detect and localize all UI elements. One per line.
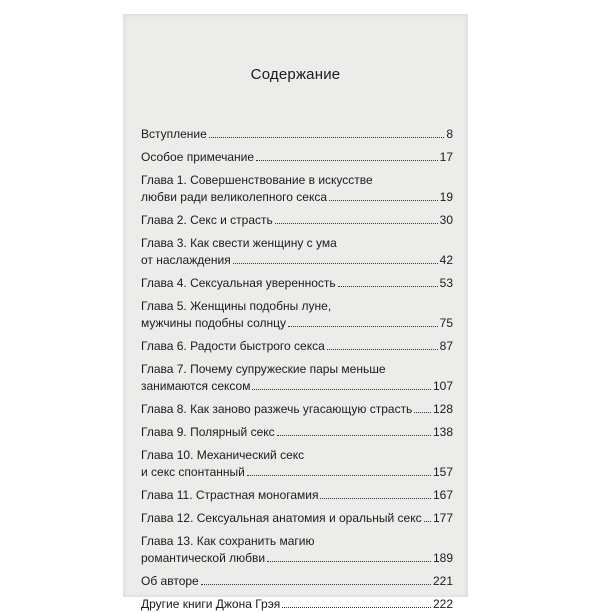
toc-page-number: 19 xyxy=(439,190,453,204)
toc-page-number: 221 xyxy=(432,574,453,588)
toc-page-number: 177 xyxy=(432,511,453,525)
toc-entry-row xyxy=(141,252,453,269)
dot-leader xyxy=(233,263,438,264)
toc-entry-title-line: Глава 9. Полярный секс xyxy=(141,425,275,439)
toc-page-number: 128 xyxy=(432,402,453,416)
toc-page-number: 53 xyxy=(439,276,453,290)
toc-entry-title-line: Глава 3. Как свести женщину с ума xyxy=(141,236,337,250)
dot-leader xyxy=(288,326,438,327)
dot-leader xyxy=(247,475,431,476)
toc-entry-title-line: Особое примечание xyxy=(141,150,255,164)
toc-entry-row xyxy=(141,573,453,590)
toc-entry xyxy=(141,298,453,332)
dot-leader xyxy=(256,160,438,161)
dot-leader xyxy=(267,561,431,562)
dot-leader xyxy=(252,389,430,390)
dot-leader xyxy=(209,137,445,138)
toc-entry xyxy=(141,487,453,504)
toc-entry-title-line: Глава 11. Страстная моногамия xyxy=(141,488,319,502)
toc-entry xyxy=(141,212,453,229)
toc-entry-row xyxy=(141,378,453,395)
dot-leader xyxy=(201,584,431,585)
dot-leader xyxy=(338,286,438,287)
toc-entry-title-line: Глава 8. Как заново разжечь угасающую страсть xyxy=(141,402,413,416)
toc-entry-title-line: Глава 13. Как сохранить магию xyxy=(141,534,315,548)
toc-entry-title-line: Глава 2. Секс и страсть xyxy=(141,213,273,227)
toc-page-number: 8 xyxy=(446,127,453,141)
toc-entry-title-line: Глава 5. Женщины подобны луне, xyxy=(141,299,332,313)
dot-leader xyxy=(275,223,438,224)
toc-entry xyxy=(141,149,453,166)
toc-entry-row xyxy=(141,275,453,292)
toc-entry-title-line: Вступление xyxy=(141,127,207,141)
toc-entry xyxy=(141,596,453,613)
toc-page-number: 167 xyxy=(432,488,453,502)
toc-entry-title-line: мужчины подобны солнцу xyxy=(141,316,287,330)
toc-entry-row xyxy=(141,212,453,229)
toc-entry-title-line: Другие книги Джона Грэя xyxy=(141,597,281,611)
toc-page-number: 189 xyxy=(432,551,453,565)
toc-entry-title-line: занимаются сексом xyxy=(141,379,251,393)
toc-entry xyxy=(141,510,453,527)
toc-title: Содержание xyxy=(250,66,341,83)
toc-entry-row xyxy=(141,315,453,332)
toc-entry-title-line: любви ради великолепного секса xyxy=(141,190,328,204)
toc-entry xyxy=(141,275,453,292)
dot-leader xyxy=(327,349,438,350)
book-page xyxy=(123,14,468,611)
toc-page-number: 17 xyxy=(439,150,453,164)
toc-entry-row xyxy=(141,464,453,481)
toc-entry-row xyxy=(141,510,453,527)
toc-page-number: 30 xyxy=(439,213,453,227)
toc-page-number: 42 xyxy=(439,253,453,267)
toc-entry-row xyxy=(141,550,453,567)
toc-entry-title-line: и секс спонтанный xyxy=(141,465,245,479)
toc-entry-title-line: от наслаждения xyxy=(141,253,231,267)
toc-entry xyxy=(141,573,453,590)
toc-entry xyxy=(141,172,453,206)
toc-entry-title-line: Глава 7. Почему супружеские пары меньше xyxy=(141,362,386,376)
toc-entry-row xyxy=(141,126,453,143)
toc-entry-title-line: Глава 12. Сексуальная анатомия и оральный секс xyxy=(141,511,422,525)
toc-page-number: 222 xyxy=(432,597,453,611)
toc-entry-row xyxy=(141,401,453,418)
toc-entry-row xyxy=(141,424,453,441)
toc-entry xyxy=(141,424,453,441)
toc-page-number: 75 xyxy=(439,316,453,330)
toc-entry-title-line: Глава 1. Совершенствование в искусстве xyxy=(141,173,373,187)
dot-leader xyxy=(424,521,431,522)
toc-page-number: 138 xyxy=(432,425,453,439)
toc-entry xyxy=(141,533,453,567)
toc-page-number: 107 xyxy=(432,379,453,393)
dot-leader xyxy=(414,412,431,413)
toc-entry-row xyxy=(141,338,453,355)
toc-entry-title-line: Глава 6. Радости быстрого секса xyxy=(141,339,325,353)
toc-list xyxy=(141,126,453,613)
toc-entry xyxy=(141,401,453,418)
toc-entry-row xyxy=(141,149,453,166)
toc-entry-row xyxy=(141,189,453,206)
dot-leader xyxy=(282,607,431,608)
toc-entry xyxy=(141,338,453,355)
toc-entry xyxy=(141,235,453,269)
toc-entry xyxy=(141,447,453,481)
toc-page-number: 157 xyxy=(432,465,453,479)
toc-entry xyxy=(141,126,453,143)
toc-entry-title-line: Об авторе xyxy=(141,574,199,588)
dot-leader xyxy=(329,200,438,201)
toc-entry-title-line: Глава 4. Сексуальная уверенность xyxy=(141,276,336,290)
toc-entry xyxy=(141,361,453,395)
dot-leader xyxy=(320,498,430,499)
toc-page-number: 87 xyxy=(439,339,453,353)
toc-entry-title-line: Глава 10. Механический секс xyxy=(141,448,305,462)
dot-leader xyxy=(277,435,431,436)
toc-entry-row xyxy=(141,596,453,613)
toc-entry-row xyxy=(141,487,453,504)
toc-entry-title-line: романтической любви xyxy=(141,551,266,565)
